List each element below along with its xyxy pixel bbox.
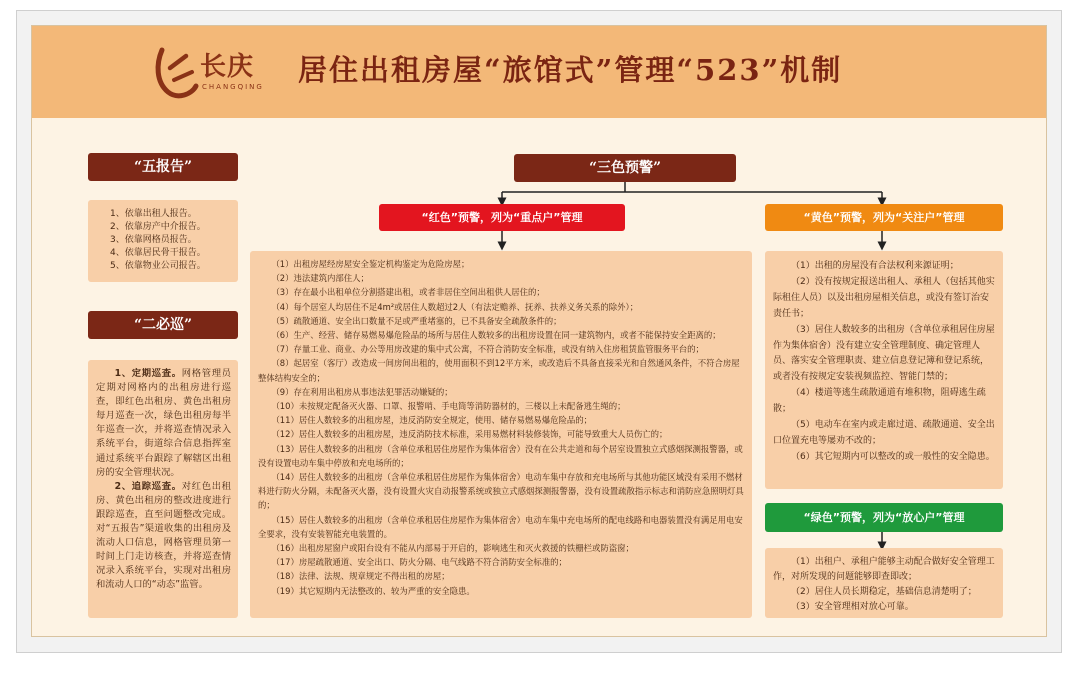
list-item: 4、依靠居民骨干报告。 — [110, 248, 206, 258]
list-item: （9）存在利用出租房从事违法犯罪活动嫌疑的； — [271, 386, 453, 397]
list-item: （17）房屋疏散通道、安全出口、防火分隔、电气线路不符合消防安全标准的； — [271, 557, 567, 568]
list-item: （6）其它短期内可以整改的或一般性的安全隐患。 — [791, 451, 995, 462]
list-item: 3、依靠网格员报告。 — [110, 235, 197, 245]
patrol-body-1: 网格管理员定期对网格内的出租房进行巡查，即红色出租房、黄色出租房每月巡查一次，绿色出租房每半年巡查一次，并将巡查情况录入系统平台，街道综合信息指挥室通过系统平台跟踪了解辖区出租房的安全管理状况。 — [96, 368, 231, 478]
list-item: （7）存量工业、商业、办公等用房改建的集中式公寓，不符合消防安全标准，或没有纳入住房租赁监管服务平台的； — [271, 344, 704, 355]
list-item: （5）电动车在室内或走廊过道、疏散通道、安全出口位置充电等屡劝不改的； — [773, 420, 995, 446]
two-patrols-title: “二必巡” — [88, 311, 238, 339]
patrol-heading-2: 2、追踪巡查。 — [114, 480, 182, 492]
list-item: （4）每个居室人均居住不足4m²或居住人数超过2人（有法定赡养、抚养、扶养义务关系的除外）； — [271, 301, 639, 312]
list-item: （6）生产、经营、储存易燃易爆危险品的场所与居住人数较多的出租房设置在同一建筑物内，或者不能保持安全距离的； — [271, 330, 721, 341]
list-item: （5）疏散通道、安全出口数量不足或严重堵塞的，已不具备安全疏散条件的； — [271, 315, 562, 326]
list-item: （1）出租房屋经房屋安全鉴定机构鉴定为危险房屋； — [271, 259, 470, 269]
list-item: （4）楼道等逃生疏散通道有堆积物，阻碍逃生疏散； — [773, 388, 986, 415]
logo-text: 长庆 — [200, 52, 255, 82]
green-warning-box — [765, 548, 1003, 618]
list-item: （3）存在最小出租单位分割搭建出租，或者非居住空间出租供人居住的； — [271, 287, 545, 298]
red-warning-box — [250, 251, 752, 618]
patrol-body-2: 对红色出租房、黄色出租房的整改进度进行跟踪巡查，直至问题整改完成。对“五报告”渠道收集的出租房及流动人口信息，网格管理员第一时间上门走访核查，并将巡查情况录入系统平台，实现对出租房和流动人口的“动态”监管。 — [96, 480, 231, 591]
list-item: 5、依靠物业公司报告。 — [110, 261, 206, 271]
list-item: （1）出租的房屋没有合法权利来源证明； — [791, 261, 959, 271]
board-frame — [16, 10, 1062, 653]
page-title: 居住出租房屋“旅馆式”管理“523”机制 — [298, 53, 843, 87]
list-item: （14）居住人数较多的出租房（含单位承租居住房屋作为集体宿舍）电动车集中存放和充电场所与其他功能区域没有采用不燃材料进行防火分隔，未配备灭火器，没有设置火灾自动报警系统或独立式感烟探测报警器，没有设置疏散指示标志和消防应急照明灯具的； — [258, 472, 744, 511]
red-warning-label: “红色”预警，列为“重点户”管理 — [379, 204, 625, 231]
list-item: （10）未按规定配备灭火器、口罩、报警哨、手电筒等消防器材的，三楼以上未配备逃生绳的； — [271, 401, 626, 412]
three-colors-title: “三色预警” — [514, 154, 736, 182]
logo-subtext: CHANGQING — [202, 83, 264, 91]
patrol-heading-1: 1、定期巡查。 — [114, 368, 182, 379]
list-item: （15）居住人数较多的出租房（含单位承租居住房屋作为集体宿舍）电动车集中充电场所的配电线路和电器装置没有满足用电安全要求，没有安装智能充电装置的。 — [258, 514, 743, 539]
list-item: （2）违法建筑内部住人； — [271, 273, 369, 284]
list-item: 2、依靠房产中介报告。 — [110, 222, 206, 232]
list-item: （2）没有按规定报送出租人、承租人（包括其他实际租住人员）以及出租房屋相关信息，或没有签订治安责任书； — [773, 276, 995, 319]
yellow-warning-label: “黄色”预警，列为“关注户”管理 — [765, 204, 1003, 231]
list-item: （2）居住人员长期稳定，基础信息清楚明了； — [791, 587, 977, 597]
list-item: （13）居住人数较多的出租房（含单位承租居住房屋作为集体宿舍）没有在公共走道和每个居室设置独立式感烟探测报警器，或没有设置电动车集中停放和充电场所的； — [258, 443, 743, 468]
list-item: （16）出租房屋窗户或阳台设有不能从内部易于开启的，影响逃生和灭火救援的铁栅栏或防盗窗； — [271, 543, 634, 554]
list-item: （8）起居室（客厅）改造成一间房间出租的，使用面积不到12平方米，或改造后不具备直接采光和自然通风条件，不符合房屋整体结构安全的； — [258, 358, 740, 383]
list-item: （3）安全管理相对放心可靠。 — [791, 602, 914, 612]
list-item: （3）居住人数较多的出租房（含单位承租居住房屋作为集体宿舍）没有建立安全管理制度、确定管理人员、落实安全管理职责、建立信息登记簿和登记系统，或者没有按规定安装视频监控、智能门禁的； — [773, 324, 995, 383]
list-item: （19）其它短期内无法整改的、较为严重的安全隐患。 — [271, 585, 475, 596]
yellow-warning-box — [765, 251, 1003, 489]
list-item: （11）居住人数较多的出租房屋，违反消防安全规定，使用、储存易燃易爆危险品的； — [271, 415, 592, 426]
poster-panel — [31, 25, 1047, 637]
list-item: （12）居住人数较多的出租房屋，违反消防技术标准，采用易燃材料装修装饰，可能导致重大人员伤亡的； — [271, 429, 668, 440]
list-item: 1、依靠出租人报告。 — [110, 209, 197, 219]
five-reports-title: “五报告” — [88, 153, 238, 181]
list-item: （18）法律、法规、规章规定不得出租的房屋； — [271, 571, 450, 582]
green-warning-label: “绿色”预警，列为“放心户”管理 — [765, 503, 1003, 532]
list-item: （1）出租户、承租户能够主动配合做好安全管理工作，对所发现的问题能够即查即改； — [773, 557, 995, 582]
